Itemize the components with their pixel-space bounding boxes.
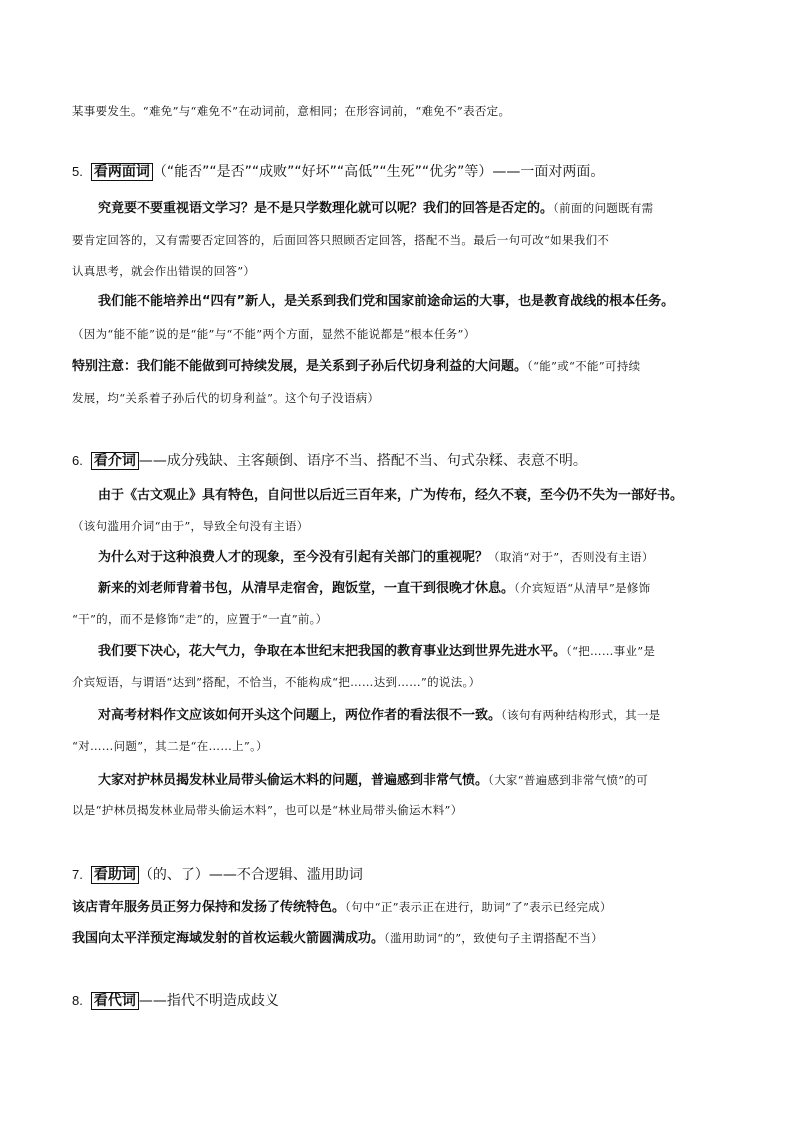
example-note: （该句有两种结构形式，其一是 (501, 708, 661, 722)
section-number: 6. (72, 453, 83, 468)
example-sentence: 我国向太平洋预定海域发射的首枚运载火箭圆满成功。（滥用助词“的”，致使句子主谓搭配不当） (72, 931, 604, 946)
section-term: 看介词 (91, 452, 139, 470)
example-note: （前面的问题既有需 (553, 201, 654, 215)
note-line: 认真思考，就会作出错误的回答”） (72, 264, 256, 278)
section-description: （“能否”“是否”“成败”“好坏”“高低”“生死”“优劣”等）——一面对两面。 (152, 164, 605, 180)
section-number: 8. (72, 993, 83, 1008)
note-line: 发展，均“关系着子孙后代的切身利益”。这个句子没语病） (72, 391, 380, 405)
example-sentence: 新来的刘老师背着书包，从清早走宿舍，跑饭堂，一直干到很晚才休息。（介宾短语“从清早”是修饰 (98, 581, 651, 596)
example-sentence: 由于《古文观止》具有特色，自问世以后近三百年来，广为传布，经久不衰，至今仍不失为一部好书。 (98, 488, 684, 503)
section-number: 5. (72, 164, 83, 179)
section-7-heading (72, 865, 363, 885)
note-line: “干”的，而不是修饰“走”的，应置于“一直”前。） (72, 612, 328, 626)
note-line: （因为“能不能”说的是“能”与“不能”两个方面，显然不能说都是“根本任务”） (72, 327, 476, 341)
note-line: 介宾短语，与谓语“达到”搭配，不恰当，不能构成“把……达到……”的说法。） (72, 675, 481, 689)
example-sentence: 对高考材料作文应该如何开头这个问题上，两位作者的看法很不一致。（该句有两种结构形式，其一是 (98, 708, 661, 723)
example-sentence: 我们能不能培养出“四有”新人，是关系到我们党和国家前途命运的大事，也是教育战线的根本任务。 (98, 294, 675, 309)
section-term: 看两面词 (91, 163, 153, 181)
example-note: （句中“正”表示正在进行，助词“了”表示已经完成） (345, 900, 612, 914)
example-sentence: 大家对护林员揭发林业局带头偷运木料的问题，普遍感到非常气愤。（大家“普遍感到非常气愤”的可 (98, 773, 649, 788)
section-8-heading (72, 991, 279, 1011)
section-6-heading (72, 451, 587, 471)
example-sentence: 为什么对于这种浪费人才的现象，至今没有引起有关部门的重视呢？（取消“对于”，否则没有主语） (98, 550, 654, 565)
example-sentence: 该店青年服务员正努力保持和发扬了传统特色。（句中“正”表示正在进行，助词“了”表示已经完成） (72, 900, 612, 915)
note-line: “对……问题”，其二是“在……上”。） (72, 739, 268, 753)
note-line: （该句滥用介词“由于”，导致全句没有主语） (72, 519, 309, 533)
example-sentence: 究竟要不要重视语文学习？是不是只学数理化就可以呢？我们的回答是否定的。（前面的问题既有需 (98, 201, 654, 216)
special-note: 特别注意：我们能不能做到可持续发展，是关系到子孙后代切身利益的大问题。（“能”或“不能”可持续 (72, 359, 641, 374)
section-number: 7. (72, 867, 83, 882)
example-sentence: 我们要下决心，花大气力，争取在本世纪末把我国的教育事业达到世界先进水平。（“把……事业”是 (98, 644, 656, 659)
section-description: ——指代不明造成歧义 (138, 993, 279, 1009)
section-description: ——成分残缺、主客颠倒、语序不当、搭配不当、句式杂糅、表意不明。 (138, 453, 587, 469)
note-line: 以是“护林员揭发林业局带头偷运木料”，也可以是“林业局带头偷运木料”） (72, 803, 463, 817)
example-note: （取消“对于”，否则没有主语） (488, 550, 654, 564)
example-note: （“把……事业”是 (566, 644, 656, 658)
example-note: （滥用助词“的”，致使句子主谓搭配不当） (384, 931, 604, 945)
section-5-heading (72, 162, 604, 182)
intro-line: 某事要发生。“难免”与“难免不”在动词前，意相同；在形容词前，“难免不”表否定。 (72, 104, 511, 118)
section-description: （的、了）——不合逻辑、滥用助词 (138, 867, 363, 883)
note-line: 要肯定回答的，又有需要否定回答的，后面回答只照顾否定回答，搭配不当。最后一句可改“如果我们不 (72, 233, 610, 247)
section-term: 看助词 (91, 866, 139, 884)
example-note: （大家“普遍感到非常气愤”的可 (488, 773, 649, 787)
example-note: （“能”或“不能”可持续 (527, 359, 641, 373)
example-note: （介宾短语“从清早”是修饰 (514, 581, 651, 595)
section-term: 看代词 (91, 992, 139, 1010)
